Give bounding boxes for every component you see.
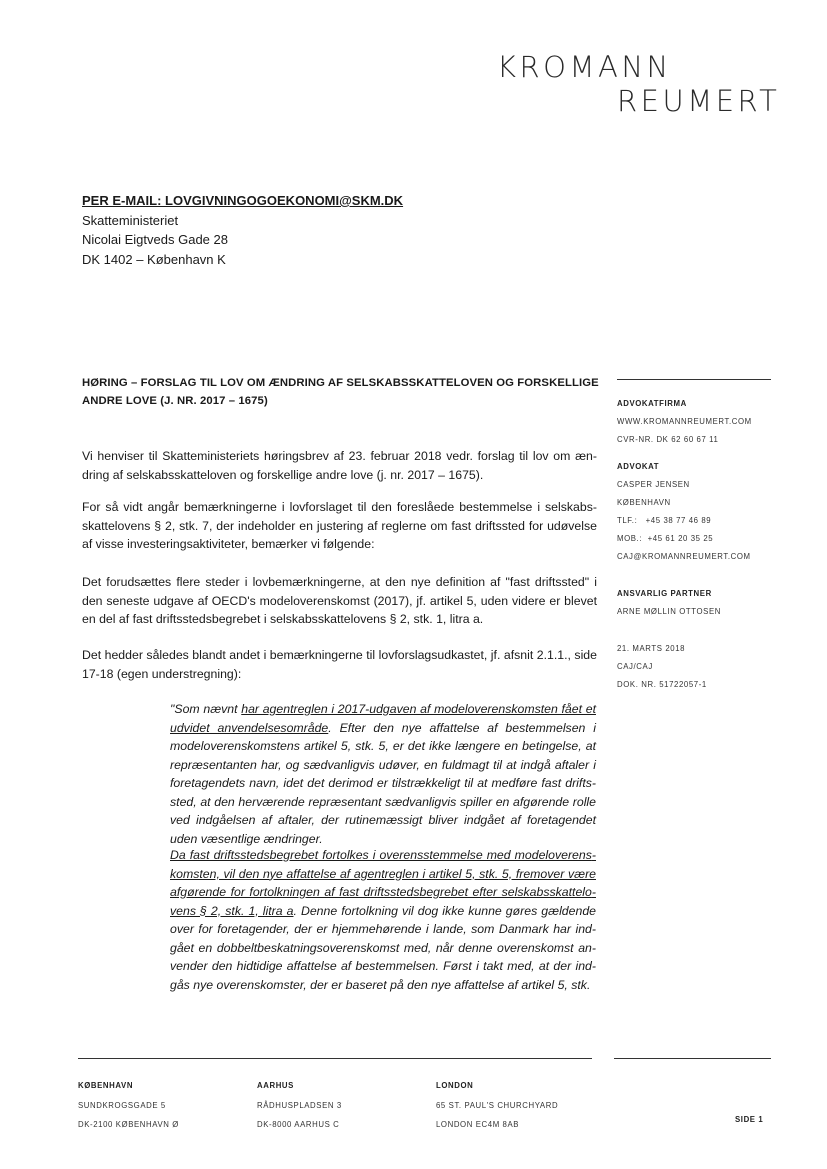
recipient-email-line[interactable]: PER E-MAIL: LOVGIVNINGOGOEKONOMI@SKM.DK	[82, 193, 404, 208]
sidebar-rule-top	[617, 379, 771, 380]
sidebar-mob	[617, 530, 817, 548]
sidebar-firm-header: ADVOKATFIRMA	[617, 399, 687, 408]
recipient-address	[82, 191, 403, 269]
sidebar-lawyer-block	[617, 458, 817, 566]
body-paragraph-3: Det forudsættes flere steder i lovbemærkningerne, at den nye definition af "fast driftssted" i den seneste udgave af OECD's modeloverenskomst (2017), jf. artikel 5, uden videre er blevet en del af fast driftsstedsbegrebet i selskabsskattelovens § 2, stk. 1, litra a.	[82, 575, 597, 626]
sidebar-tel-label: TLF.:	[617, 516, 638, 525]
sidebar-mob-value: +45 61 20 35 25	[647, 534, 714, 543]
footer-office-city: KØBENHAVN	[78, 1081, 134, 1090]
sidebar-tel-value: +45 38 77 46 89	[645, 516, 712, 525]
sidebar-website[interactable]: WWW.KROMANNREUMERT.COM	[617, 417, 752, 426]
footer-office-postal: DK-2100 KØBENHAVN Ø	[78, 1120, 179, 1129]
sidebar-reference-block	[617, 640, 817, 694]
sidebar-date: 21. MARTS 2018	[617, 644, 686, 653]
sidebar-partner-header: ANSVARLIG PARTNER	[617, 589, 712, 598]
quote-2-rest: . Denne fortolkning vil dog ikke kunne gøres gældende over for foretagender, der er hjemmehørende i lande, som Danmark har indgået en dobbeltbeskatningsoverenskomst med, når denne overenskomst anvender den hidtidige affattelse af bestemmelsen. Først i takt med, at der indgås nye overenskomster, der er baseret på den nye affattelse af artikel 5, stk.	[170, 903, 596, 992]
sidebar-tel	[617, 512, 817, 530]
sidebar-doc-nr: DOK. NR. 51722057-1	[617, 680, 707, 689]
body-paragraph-1: Vi henviser til Skatteministeriets høringsbrev af 23. februar 2018 vedr. forslag til lov om ændring af selskabsskatteloven og forskellige andre love (j. nr. 2017 – 1675).	[82, 449, 597, 482]
company-logo	[497, 50, 781, 118]
quote-1-rest: . Efter den nye affattelse af bestemmelsen i modeloverenskomstens artikel 5, stk. 5, er det ikke længere en betingelse, at repræsentanten har, og sædvanligvis udøver, en fuldmagt til at indgå aftaler i foretagendets navn, idet det derimod er tilstrækkeligt til at medføre fast driftssted, at den herværende repræsentant sædvanligvis spiller en afgørende rolle ved indgåelsen af aftaler, der rutinemæssigt bliver indgået af foretagendet uden væsentlige ændringer.	[170, 720, 596, 846]
footer-office-city: LONDON	[436, 1081, 474, 1090]
sidebar-mob-label: MOB.:	[617, 534, 643, 543]
logo-line-kromann: KROMANN	[497, 50, 672, 84]
sidebar-cvr: CVR-NR. DK 62 60 67 11	[617, 435, 719, 444]
sidebar-partner-block	[617, 585, 817, 621]
footer-office-street: RÅDHUSPLADSEN 3	[257, 1100, 342, 1110]
footer-office-postal: DK-8000 AARHUS C	[257, 1120, 340, 1129]
quote-1-underlined: har agentreglen i 2017-udgaven af modeloverenskomsten fået et udvidet anvendelsesområde	[170, 702, 596, 735]
sidebar-lawyer-city: KØBENHAVN	[617, 498, 671, 507]
sidebar-ref: CAJ/CAJ	[617, 662, 653, 671]
footer-office-aarhus	[257, 1076, 342, 1135]
footer-office-city: AARHUS	[257, 1081, 294, 1090]
footer-office-copenhagen	[78, 1076, 179, 1135]
footer-rule-side	[614, 1058, 771, 1059]
sidebar-email[interactable]: CAJ@KROMANNREUMERT.COM	[617, 552, 751, 561]
body-paragraph-4: Det hedder således blandt andet i bemærkningerne til lovforslagsudkastet, jf. afsnit 2.1.1., side 17-18 (egen understregning):	[82, 648, 597, 681]
footer-office-london	[436, 1076, 558, 1135]
sidebar-lawyer-header: ADVOKAT	[617, 462, 660, 471]
quote-1-intro: "Som nævnt	[170, 702, 242, 716]
sidebar-partner-name: ARNE MØLLIN OTTOSEN	[617, 607, 721, 616]
quote-paragraph-2	[170, 846, 596, 994]
recipient-name: Skatteministeriet	[82, 212, 179, 228]
footer-office-postal: LONDON EC4M 8AB	[436, 1120, 520, 1129]
recipient-street: Nicolai Eigtveds Gade 28	[82, 232, 228, 247]
footer-office-street: SUNDKROGSGADE 5	[78, 1100, 166, 1110]
sidebar-firm-block	[617, 395, 817, 449]
quote-2-underlined: Da fast driftsstedsbegrebet fortolkes i overensstemmelse med modeloverenskomsten, vil den nye affattelse af agentreglen i artikel 5, stk. 5, fremover være afgørende for fortolkningen af fast driftsstedsbegrebet efter selskabsskattelovens § 2, stk. 1, litra a	[170, 848, 596, 918]
footer-rule-main	[78, 1058, 592, 1059]
logo-line-reumert: REUMERT	[617, 84, 781, 118]
letter-subject: HØRING – FORSLAG TIL LOV OM ÆNDRING AF SELSKABSSKATTELOVEN OG FORSKELLIGE ANDRE LOVE (J. NR. 2017 – 1675)	[82, 377, 599, 407]
quote-paragraph-1	[170, 700, 596, 848]
page-number: SIDE 1	[735, 1115, 764, 1124]
footer-office-street: 65 ST. PAUL'S CHURCHYARD	[436, 1100, 559, 1110]
recipient-city: DK 1402 – København K	[82, 251, 226, 267]
sidebar-lawyer-name: CASPER JENSEN	[617, 480, 690, 489]
body-paragraph-2: For så vidt angår bemærkningerne i lovforslaget til den foreslåede bestemmelse i selskabsskattelovens § 2, stk. 7, der indeholder en justering af reglerne om fast driftssted for udøvelse af visse investeringsaktiviteter, bemærker vi følgende:	[82, 500, 597, 551]
